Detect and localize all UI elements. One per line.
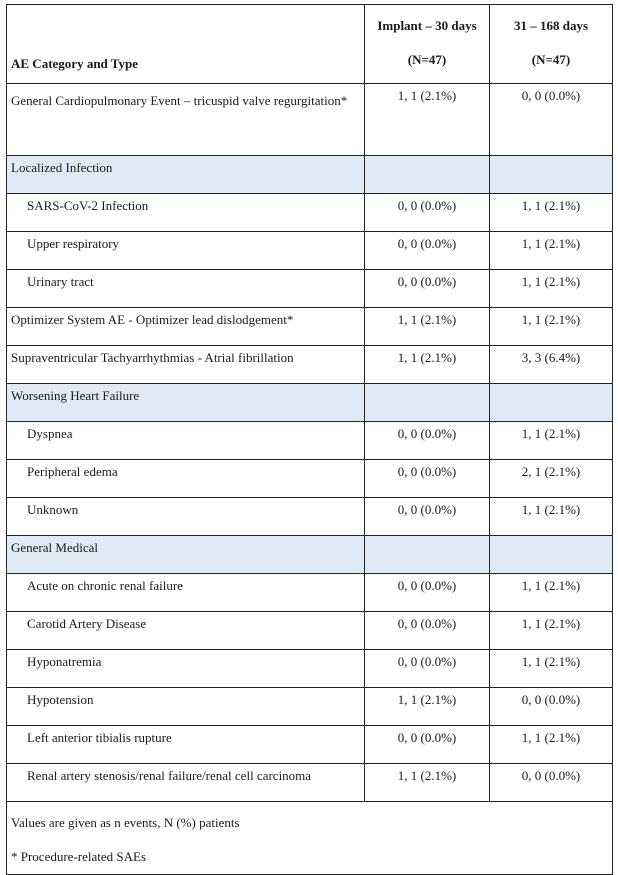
category-row — [7, 536, 613, 574]
table-row — [7, 270, 613, 308]
row-value-followup: 0, 0 (0.0%) — [490, 764, 613, 802]
row-value-implant: 0, 0 (0.0%) — [365, 612, 490, 650]
row-value-followup: 0, 0 (0.0%) — [490, 84, 613, 156]
row-value-followup: 1, 1 (2.1%) — [490, 194, 613, 232]
row-value-followup — [490, 536, 613, 574]
row-value-implant: 1, 1 (2.1%) — [365, 346, 490, 384]
table-row — [7, 650, 613, 688]
row-value-followup: 1, 1 (2.1%) — [490, 650, 613, 688]
row-label: Unknown — [7, 498, 365, 536]
table-header-row — [7, 5, 613, 84]
row-value-implant: 1, 1 (2.1%) — [365, 308, 490, 346]
row-value-followup: 1, 1 (2.1%) — [490, 270, 613, 308]
row-value-followup: 2, 1 (2.1%) — [490, 460, 613, 498]
row-label: Carotid Artery Disease — [7, 612, 365, 650]
row-value-followup: 1, 1 (2.1%) — [490, 308, 613, 346]
ae-table-container — [6, 4, 613, 875]
table-row — [7, 612, 613, 650]
header-implant-30-days — [365, 5, 490, 84]
header-followup-period: 31 – 168 days — [513, 18, 589, 33]
header-implant-period: Implant – 30 days — [377, 18, 477, 33]
row-value-implant: 0, 0 (0.0%) — [365, 270, 490, 308]
row-value-implant: 0, 0 (0.0%) — [365, 460, 490, 498]
row-value-implant — [365, 156, 490, 194]
row-value-followup: 0, 0 (0.0%) — [490, 688, 613, 726]
adverse-events-table — [6, 4, 613, 875]
row-label: General Cardiopulmonary Event – tricuspid valve regurgitation* — [7, 84, 365, 156]
category-label: Localized Infection — [7, 156, 365, 194]
row-value-implant: 1, 1 (2.1%) — [365, 688, 490, 726]
category-row — [7, 156, 613, 194]
row-value-implant: 0, 0 (0.0%) — [365, 726, 490, 764]
row-value-implant — [365, 384, 490, 422]
row-label: Dyspnea — [7, 422, 365, 460]
footnote-cell — [7, 802, 613, 875]
row-label: Upper respiratory — [7, 232, 365, 270]
table-row — [7, 422, 613, 460]
row-value-followup: 1, 1 (2.1%) — [490, 612, 613, 650]
header-implant-n: (N=47) — [407, 52, 447, 67]
footnote-row — [7, 802, 613, 875]
table-row — [7, 84, 613, 156]
row-label: SARS-CoV-2 Infection — [7, 194, 365, 232]
row-value-followup: 1, 1 (2.1%) — [490, 232, 613, 270]
table-row — [7, 498, 613, 536]
row-value-followup: 1, 1 (2.1%) — [490, 422, 613, 460]
table-row — [7, 308, 613, 346]
row-value-implant — [365, 536, 490, 574]
row-value-followup: 1, 1 (2.1%) — [490, 726, 613, 764]
row-label: Acute on chronic renal failure — [7, 574, 365, 612]
table-row — [7, 460, 613, 498]
row-label: Left anterior tibialis rupture — [7, 726, 365, 764]
row-value-implant: 0, 0 (0.0%) — [365, 574, 490, 612]
row-value-implant: 1, 1 (2.1%) — [365, 84, 490, 156]
row-value-followup: 1, 1 (2.1%) — [490, 574, 613, 612]
table-row — [7, 726, 613, 764]
row-value-followup — [490, 156, 613, 194]
row-label: Supraventricular Tachyarrhythmias - Atrial fibrillation — [7, 346, 365, 384]
table-row — [7, 232, 613, 270]
row-label: Hypotension — [7, 688, 365, 726]
category-label: Worsening Heart Failure — [7, 384, 365, 422]
table-row — [7, 574, 613, 612]
row-value-followup: 3, 3 (6.4%) — [490, 346, 613, 384]
row-label: Peripheral edema — [7, 460, 365, 498]
category-label: General Medical — [7, 536, 365, 574]
row-value-implant: 1, 1 (2.1%) — [365, 764, 490, 802]
row-value-implant: 0, 0 (0.0%) — [365, 498, 490, 536]
row-label: Hyponatremia — [7, 650, 365, 688]
table-row — [7, 688, 613, 726]
row-label: Optimizer System AE - Optimizer lead dislodgement* — [7, 308, 365, 346]
table-row — [7, 346, 613, 384]
header-31-168-days — [490, 5, 613, 84]
category-row — [7, 384, 613, 422]
row-value-implant: 0, 0 (0.0%) — [365, 194, 490, 232]
header-category: AE Category and Type — [7, 5, 365, 84]
row-value-implant: 0, 0 (0.0%) — [365, 422, 490, 460]
row-value-implant: 0, 0 (0.0%) — [365, 650, 490, 688]
row-label: Renal artery stenosis/renal failure/renal cell carcinoma — [7, 764, 365, 802]
row-value-followup — [490, 384, 613, 422]
table-row — [7, 764, 613, 802]
procedure-footnote: * Procedure-related SAEs — [11, 849, 147, 864]
values-footnote: Values are given as n events, N (%) patients — [11, 815, 240, 830]
header-followup-n: (N=47) — [531, 52, 571, 67]
row-value-followup: 1, 1 (2.1%) — [490, 498, 613, 536]
row-value-implant: 0, 0 (0.0%) — [365, 232, 490, 270]
row-label: Urinary tract — [7, 270, 365, 308]
table-row — [7, 194, 613, 232]
